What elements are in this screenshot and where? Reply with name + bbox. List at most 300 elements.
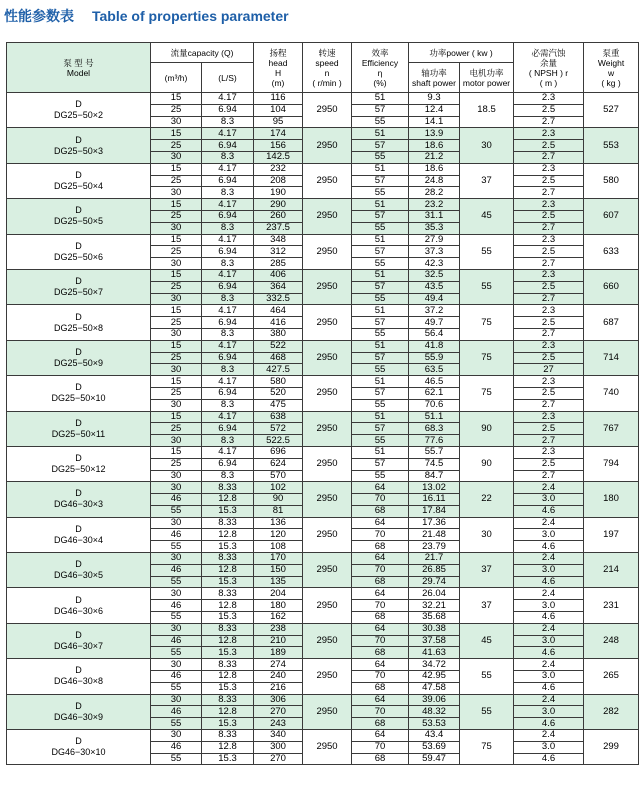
efficiency-cell: 68 — [352, 505, 409, 517]
model-line: DG25−50×7 — [53, 287, 104, 298]
shaft-power-cell: 47.58 — [409, 682, 460, 694]
npsh-cell: 2.7 — [514, 328, 584, 340]
motor-power-cell: 75 — [460, 376, 514, 411]
head-header-symbol: H — [274, 67, 282, 78]
shaft-power-cell: 27.9 — [409, 234, 460, 246]
efficiency-cell: 70 — [352, 494, 409, 506]
npsh-header-symbol: ( NPSH ) r — [528, 67, 569, 78]
npsh-cell: 3.0 — [514, 671, 584, 683]
shaft-power-cell: 29.74 — [409, 576, 460, 588]
speed-cell: 2950 — [303, 482, 352, 517]
flow-m3h-cell: 25 — [151, 423, 202, 435]
shaft-power-cell: 28.2 — [409, 187, 460, 199]
flow-m3h-cell: 30 — [151, 659, 202, 671]
flow-ls-cell: 8.3 — [202, 470, 254, 482]
efficiency-cell: 55 — [352, 328, 409, 340]
npsh-cell: 2.5 — [514, 458, 584, 470]
head-cell: 270 — [254, 753, 303, 765]
speed-cell: 2950 — [303, 305, 352, 340]
flow-m3h-cell: 30 — [151, 482, 202, 494]
shaft-power-cell: 43.4 — [409, 730, 460, 742]
npsh-header-zh2: 余量 — [540, 57, 558, 68]
table-row — [7, 482, 639, 494]
flow-ls-cell: 8.33 — [202, 553, 254, 565]
head-cell: 243 — [254, 718, 303, 730]
flow-ls-cell: 12.8 — [202, 494, 254, 506]
flow-ls-cell: 6.94 — [202, 387, 254, 399]
weight-cell: 197 — [584, 517, 639, 552]
model-cell — [7, 305, 151, 340]
flow-ls-cell: 8.3 — [202, 399, 254, 411]
table-row — [7, 234, 639, 246]
flow-ls-cell: 4.17 — [202, 446, 254, 458]
flow-ls-cell: 15.3 — [202, 612, 254, 624]
head-cell: 348 — [254, 234, 303, 246]
weight-cell: 660 — [584, 269, 639, 304]
head-cell: 104 — [254, 104, 303, 116]
head-cell: 380 — [254, 328, 303, 340]
model-cell — [7, 128, 151, 163]
flow-m3h-cell: 46 — [151, 706, 202, 718]
shaft-power-cell: 31.1 — [409, 210, 460, 222]
speed-cell: 2950 — [303, 340, 352, 375]
head-cell: 306 — [254, 694, 303, 706]
weight-cell: 214 — [584, 553, 639, 588]
shaft-power-cell: 49.4 — [409, 293, 460, 305]
efficiency-cell: 55 — [352, 435, 409, 447]
flow-ls-cell: 12.8 — [202, 600, 254, 612]
flow-m3h-cell: 30 — [151, 694, 202, 706]
flow-m3h-cell: 46 — [151, 671, 202, 683]
npsh-cell: 2.7 — [514, 187, 584, 199]
speed-cell: 2950 — [303, 623, 352, 658]
flow-m3h-cell: 30 — [151, 399, 202, 411]
head-cell: 572 — [254, 423, 303, 435]
flow-ls-cell: 8.3 — [202, 293, 254, 305]
efficiency-cell: 64 — [352, 659, 409, 671]
shaft-power-cell: 21.2 — [409, 151, 460, 163]
flow-ls-cell: 6.94 — [202, 458, 254, 470]
motor-power-cell: 37 — [460, 163, 514, 198]
shaft-power-cell: 46.5 — [409, 376, 460, 388]
head-cell: 232 — [254, 163, 303, 175]
flow-m3h-cell: 55 — [151, 753, 202, 765]
head-cell: 638 — [254, 411, 303, 423]
shaft-power-cell: 13.02 — [409, 482, 460, 494]
shaft-power-cell: 42.3 — [409, 258, 460, 270]
head-cell: 464 — [254, 305, 303, 317]
model-line: DG46−30×10 — [51, 747, 106, 758]
model-line: DG25−50×10 — [51, 393, 106, 404]
model-cell — [7, 199, 151, 234]
shaft-power-cell: 21.7 — [409, 553, 460, 565]
efficiency-cell: 70 — [352, 706, 409, 718]
flow-ls-cell: 15.3 — [202, 682, 254, 694]
head-cell: 406 — [254, 269, 303, 281]
weight-header-symbol: w — [607, 67, 615, 78]
shaft-power-cell: 12.4 — [409, 104, 460, 116]
motor-power-header-zh: 电机功率 — [469, 67, 504, 78]
model-header-en: Model — [66, 67, 91, 78]
table-row — [7, 553, 639, 565]
flow-ls-cell: 6.94 — [202, 423, 254, 435]
flow-m3h-cell: 30 — [151, 553, 202, 565]
head-cell: 270 — [254, 706, 303, 718]
flow-m3h-cell: 15 — [151, 199, 202, 211]
speed-cell: 2950 — [303, 128, 352, 163]
head-header-en: head — [268, 57, 288, 68]
head-cell: 142.5 — [254, 151, 303, 163]
head-cell: 364 — [254, 281, 303, 293]
speed-cell: 2950 — [303, 93, 352, 128]
head-cell: 150 — [254, 564, 303, 576]
efficiency-cell: 64 — [352, 553, 409, 565]
weight-header-unit: ( kg ) — [601, 77, 621, 88]
shaft-power-cell: 23.79 — [409, 541, 460, 553]
shaft-power-cell: 9.3 — [409, 93, 460, 105]
model-cell — [7, 482, 151, 517]
efficiency-cell: 64 — [352, 588, 409, 600]
flow-m3h-cell: 46 — [151, 564, 202, 576]
motor-power-cell: 22 — [460, 482, 514, 517]
weight-header-zh: 泵重 — [602, 47, 620, 58]
head-cell: 290 — [254, 199, 303, 211]
npsh-cell: 2.4 — [514, 694, 584, 706]
model-line: DG25−50×3 — [53, 145, 104, 156]
efficiency-cell: 68 — [352, 682, 409, 694]
head-cell: 116 — [254, 93, 303, 105]
flow-ls-cell: 15.3 — [202, 718, 254, 730]
efficiency-header — [352, 43, 409, 93]
model-line: DG25−50×5 — [53, 216, 104, 227]
flow-ls-cell: 4.17 — [202, 163, 254, 175]
npsh-cell: 2.3 — [514, 128, 584, 140]
head-cell: 340 — [254, 730, 303, 742]
flow-m3h-cell: 55 — [151, 718, 202, 730]
npsh-cell: 3.0 — [514, 706, 584, 718]
capacity-m3h-header: (m³/h) — [151, 63, 202, 93]
flow-ls-cell: 6.94 — [202, 281, 254, 293]
weight-cell: 580 — [584, 163, 639, 198]
shaft-power-cell: 62.1 — [409, 387, 460, 399]
flow-ls-cell: 12.8 — [202, 635, 254, 647]
npsh-cell: 3.0 — [514, 529, 584, 541]
properties-table — [6, 42, 639, 765]
flow-m3h-cell: 55 — [151, 682, 202, 694]
motor-power-header-en: motor power — [462, 77, 511, 88]
model-cell — [7, 234, 151, 269]
efficiency-cell: 51 — [352, 305, 409, 317]
model-cell — [7, 376, 151, 411]
motor-power-cell: 55 — [460, 659, 514, 694]
flow-m3h-cell: 30 — [151, 470, 202, 482]
head-cell: 312 — [254, 246, 303, 258]
shaft-power-cell: 32.5 — [409, 269, 460, 281]
table-row — [7, 128, 639, 140]
flow-ls-cell: 6.94 — [202, 352, 254, 364]
head-cell: 189 — [254, 647, 303, 659]
head-cell: 120 — [254, 529, 303, 541]
flow-m3h-cell: 46 — [151, 600, 202, 612]
flow-m3h-cell: 55 — [151, 612, 202, 624]
flow-ls-cell: 15.3 — [202, 505, 254, 517]
efficiency-header-unit: (%) — [373, 77, 387, 88]
shaft-power-cell: 55.9 — [409, 352, 460, 364]
motor-power-cell: 18.5 — [460, 93, 514, 128]
head-cell: 81 — [254, 505, 303, 517]
flow-ls-cell: 8.33 — [202, 517, 254, 529]
head-cell: 208 — [254, 175, 303, 187]
flow-ls-cell: 8.3 — [202, 151, 254, 163]
model-line: D — [75, 417, 82, 428]
shaft-power-cell: 43.5 — [409, 281, 460, 293]
efficiency-header-en: Efficiency — [361, 57, 399, 68]
flow-ls-cell: 6.94 — [202, 317, 254, 329]
flow-ls-cell: 4.17 — [202, 376, 254, 388]
efficiency-cell: 57 — [352, 175, 409, 187]
weight-header-en: Weight — [597, 57, 625, 68]
efficiency-cell: 51 — [352, 446, 409, 458]
head-cell: 570 — [254, 470, 303, 482]
table-row — [7, 269, 639, 281]
weight-cell: 714 — [584, 340, 639, 375]
model-line: D — [75, 594, 82, 605]
model-line: DG46−30×9 — [53, 711, 104, 722]
flow-ls-cell: 8.3 — [202, 328, 254, 340]
table-row — [7, 517, 639, 529]
shaft-power-cell: 24.8 — [409, 175, 460, 187]
model-line: D — [75, 99, 82, 110]
shaft-power-cell: 16.11 — [409, 494, 460, 506]
shaft-power-cell: 17.36 — [409, 517, 460, 529]
flow-m3h-cell: 15 — [151, 93, 202, 105]
model-header-zh: 泵 型 号 — [63, 57, 94, 68]
head-cell: 285 — [254, 258, 303, 270]
npsh-cell: 2.3 — [514, 93, 584, 105]
flow-m3h-cell: 46 — [151, 529, 202, 541]
table-row — [7, 163, 639, 175]
flow-m3h-cell: 30 — [151, 517, 202, 529]
efficiency-cell: 57 — [352, 281, 409, 293]
flow-m3h-cell: 30 — [151, 730, 202, 742]
efficiency-cell: 55 — [352, 399, 409, 411]
head-cell: 624 — [254, 458, 303, 470]
table-row — [7, 93, 639, 105]
npsh-cell: 2.3 — [514, 163, 584, 175]
flow-ls-cell: 12.8 — [202, 741, 254, 753]
head-cell: 108 — [254, 541, 303, 553]
head-cell: 216 — [254, 682, 303, 694]
speed-header-symbol: n — [324, 67, 330, 78]
motor-power-cell: 30 — [460, 128, 514, 163]
head-cell: 238 — [254, 623, 303, 635]
model-cell — [7, 446, 151, 481]
flow-ls-cell: 15.3 — [202, 647, 254, 659]
weight-cell: 180 — [584, 482, 639, 517]
shaft-power-cell: 21.48 — [409, 529, 460, 541]
weight-cell: 767 — [584, 411, 639, 446]
speed-header-zh: 转速 — [318, 47, 336, 58]
motor-power-cell: 75 — [460, 730, 514, 765]
efficiency-cell: 57 — [352, 423, 409, 435]
motor-power-cell: 55 — [460, 234, 514, 269]
efficiency-cell: 57 — [352, 317, 409, 329]
shaft-power-cell: 13.9 — [409, 128, 460, 140]
flow-m3h-cell: 30 — [151, 364, 202, 376]
flow-m3h-cell: 30 — [151, 258, 202, 270]
flow-ls-cell: 8.33 — [202, 482, 254, 494]
head-cell: 190 — [254, 187, 303, 199]
efficiency-cell: 68 — [352, 541, 409, 553]
flow-ls-cell: 4.17 — [202, 269, 254, 281]
model-line: D — [75, 665, 82, 676]
flow-m3h-cell: 30 — [151, 151, 202, 163]
npsh-cell: 2.3 — [514, 269, 584, 281]
flow-ls-cell: 4.17 — [202, 199, 254, 211]
head-cell: 274 — [254, 659, 303, 671]
model-line: D — [75, 453, 82, 464]
npsh-cell: 2.4 — [514, 588, 584, 600]
motor-power-cell: 30 — [460, 517, 514, 552]
flow-ls-cell: 6.94 — [202, 140, 254, 152]
model-line: D — [75, 736, 82, 747]
power-header: 功率power ( kw ) — [409, 43, 514, 63]
motor-power-cell: 45 — [460, 199, 514, 234]
shaft-power-cell: 55.7 — [409, 446, 460, 458]
shaft-power-cell: 32.21 — [409, 600, 460, 612]
flow-m3h-cell: 46 — [151, 494, 202, 506]
table-header — [7, 43, 639, 93]
flow-ls-cell: 6.94 — [202, 175, 254, 187]
efficiency-cell: 51 — [352, 163, 409, 175]
npsh-cell: 3.0 — [514, 564, 584, 576]
head-cell: 427.5 — [254, 364, 303, 376]
npsh-cell: 2.7 — [514, 258, 584, 270]
flow-ls-cell: 4.17 — [202, 340, 254, 352]
npsh-cell: 2.4 — [514, 482, 584, 494]
efficiency-cell: 70 — [352, 635, 409, 647]
shaft-power-cell: 26.04 — [409, 588, 460, 600]
weight-cell: 740 — [584, 376, 639, 411]
npsh-cell: 2.4 — [514, 659, 584, 671]
flow-m3h-cell: 25 — [151, 140, 202, 152]
npsh-cell: 2.5 — [514, 352, 584, 364]
model-line: D — [75, 382, 82, 393]
speed-cell: 2950 — [303, 588, 352, 623]
flow-m3h-cell: 25 — [151, 246, 202, 258]
flow-m3h-cell: 55 — [151, 576, 202, 588]
model-line: D — [75, 523, 82, 534]
efficiency-header-symbol: η — [377, 67, 383, 78]
flow-ls-cell: 8.33 — [202, 623, 254, 635]
npsh-cell: 2.5 — [514, 387, 584, 399]
npsh-cell: 2.7 — [514, 151, 584, 163]
npsh-cell: 2.3 — [514, 305, 584, 317]
flow-ls-cell: 8.3 — [202, 258, 254, 270]
model-line: D — [75, 346, 82, 357]
weight-cell: 687 — [584, 305, 639, 340]
flow-ls-cell: 8.3 — [202, 364, 254, 376]
motor-power-cell: 37 — [460, 588, 514, 623]
speed-cell: 2950 — [303, 517, 352, 552]
flow-ls-cell: 12.8 — [202, 564, 254, 576]
npsh-cell: 2.7 — [514, 470, 584, 482]
efficiency-cell: 57 — [352, 246, 409, 258]
model-cell — [7, 93, 151, 128]
speed-cell: 2950 — [303, 234, 352, 269]
npsh-cell: 4.6 — [514, 541, 584, 553]
table-row — [7, 730, 639, 742]
flow-ls-cell: 4.17 — [202, 305, 254, 317]
shaft-power-cell: 42.95 — [409, 671, 460, 683]
shaft-power-cell: 26.85 — [409, 564, 460, 576]
flow-m3h-cell: 15 — [151, 305, 202, 317]
shaft-power-header — [409, 63, 460, 93]
shaft-power-cell: 56.4 — [409, 328, 460, 340]
shaft-power-cell: 48.32 — [409, 706, 460, 718]
efficiency-cell: 51 — [352, 376, 409, 388]
weight-cell: 248 — [584, 623, 639, 658]
flow-m3h-cell: 15 — [151, 411, 202, 423]
weight-cell: 231 — [584, 588, 639, 623]
model-line: DG46−30×7 — [53, 641, 104, 652]
shaft-power-cell: 41.8 — [409, 340, 460, 352]
npsh-cell: 2.7 — [514, 293, 584, 305]
motor-power-header — [460, 63, 514, 93]
head-cell: 210 — [254, 635, 303, 647]
efficiency-cell: 55 — [352, 187, 409, 199]
shaft-power-cell: 23.2 — [409, 199, 460, 211]
model-cell — [7, 340, 151, 375]
motor-power-cell: 90 — [460, 446, 514, 481]
table-row — [7, 623, 639, 635]
speed-header-unit: ( r/min ) — [312, 77, 342, 88]
flow-ls-cell: 8.3 — [202, 116, 254, 128]
efficiency-cell: 51 — [352, 128, 409, 140]
efficiency-cell: 68 — [352, 576, 409, 588]
speed-cell: 2950 — [303, 730, 352, 765]
table-row — [7, 446, 639, 458]
shaft-power-header-en: shaft power — [412, 77, 456, 88]
efficiency-cell: 68 — [352, 612, 409, 624]
shaft-power-cell: 59.47 — [409, 753, 460, 765]
shaft-power-cell: 63.5 — [409, 364, 460, 376]
head-cell: 102 — [254, 482, 303, 494]
flow-m3h-cell: 15 — [151, 269, 202, 281]
flow-ls-cell: 8.33 — [202, 659, 254, 671]
capacity-header: 流量capacity (Q) — [151, 43, 254, 63]
flow-m3h-cell: 55 — [151, 541, 202, 553]
weight-cell: 299 — [584, 730, 639, 765]
flow-m3h-cell: 15 — [151, 128, 202, 140]
shaft-power-cell: 39.06 — [409, 694, 460, 706]
efficiency-cell: 55 — [352, 258, 409, 270]
weight-cell: 527 — [584, 93, 639, 128]
weight-header — [584, 43, 639, 93]
head-cell: 240 — [254, 671, 303, 683]
head-cell: 135 — [254, 576, 303, 588]
model-line: D — [75, 276, 82, 287]
model-line: DG46−30×3 — [53, 499, 104, 510]
efficiency-cell: 68 — [352, 718, 409, 730]
flow-m3h-cell: 25 — [151, 387, 202, 399]
npsh-cell: 2.3 — [514, 376, 584, 388]
flow-m3h-cell: 30 — [151, 328, 202, 340]
flow-m3h-cell: 55 — [151, 505, 202, 517]
npsh-cell: 2.7 — [514, 399, 584, 411]
shaft-power-cell: 74.5 — [409, 458, 460, 470]
efficiency-cell: 55 — [352, 293, 409, 305]
